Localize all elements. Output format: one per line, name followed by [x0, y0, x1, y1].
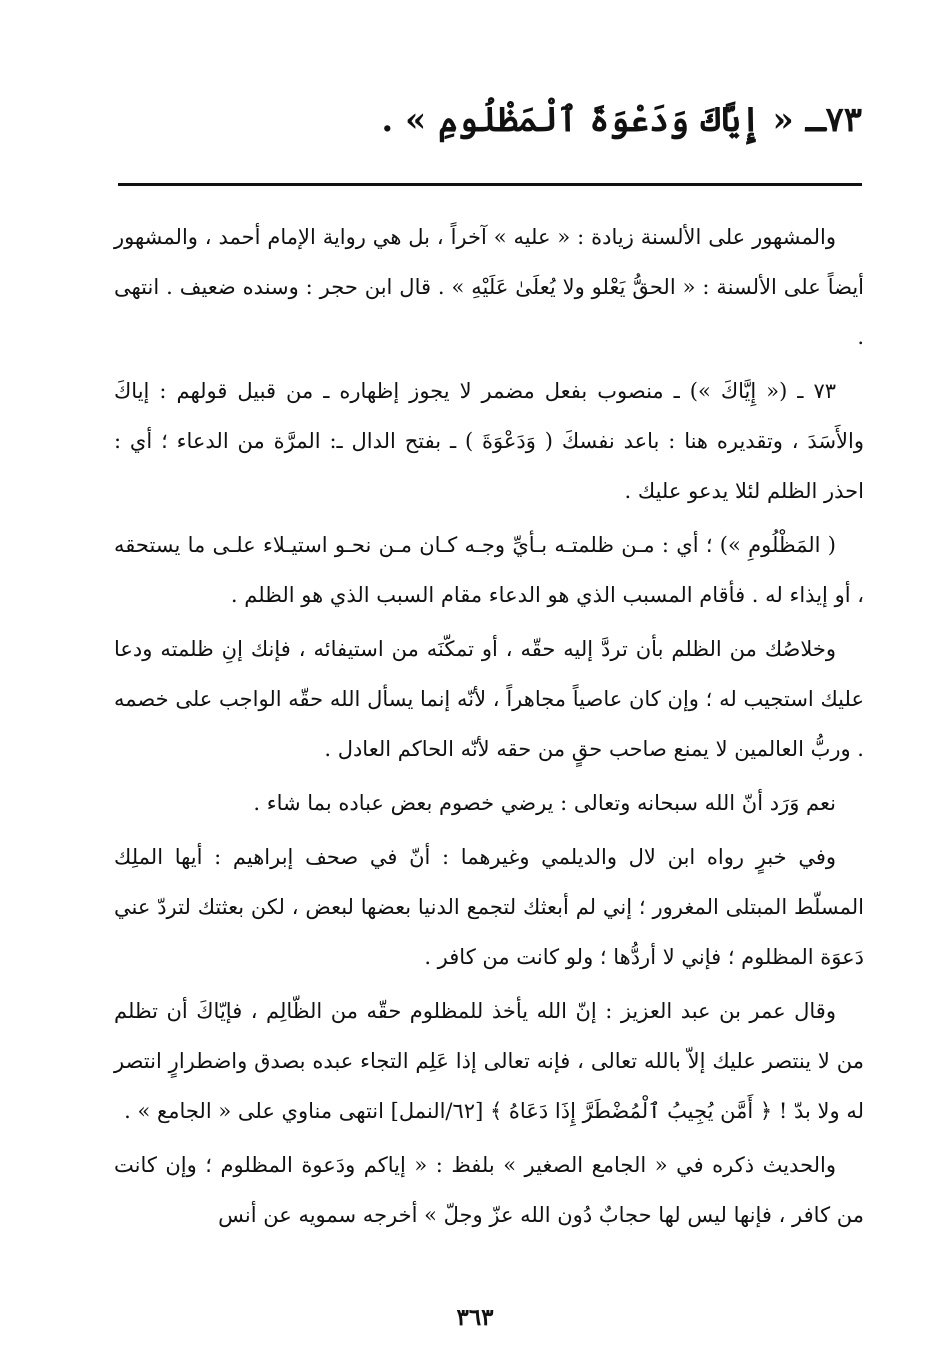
- heading-divider: [118, 183, 862, 186]
- paragraph-5: نعم وَرَد أنّ الله سبحانه وتعالى : يرضي خصوم بعض عباده بما شاء .: [253, 791, 836, 815]
- commentary-body: [114, 212, 864, 1244]
- hadith-heading: ٧٣ـ « إِيَّاكَ وَدَعْوَةَ ٱلْمَظْلُومِ » .: [381, 100, 862, 140]
- paragraph-4: وخلاصُك من الظلم بأن تردَّ إليه حقّه ، أو تمكّنَه من استيفائه ، فإنك إنِ ظلمته ودعا عليك استجيب له ؛ وإن كان عاصياً مجاهراً ، لأنّه إنما يسأل الله حقّه الواجب على خصمه . وربُّ العالمين لا يمنع صاحب حقٍ من حقه لأنّه الحاكم العادل .: [114, 637, 864, 761]
- paragraph-3: ( المَظْلُومِ ») ؛ أي : مـن ظلمتـه بـأيِّ وجـه كـان مـن نحـو استيـلاء علـى ما يستحقه ، أو إيذاء له . فأقام المسبب الذي هو الدعاء مقام السبب الذي هو الظلم .: [114, 533, 864, 607]
- paragraph-7: وقال عمر بن عبد العزيز : إنّ الله يأخذ للمظلوم حقّه من الظّالِم ، فإيّاكَ أن تظلم من لا ينتصر عليك إلاّ بالله تعالى ، فإنه تعالى إذا عَلِم التجاء عبده بصدق واضطرارٍ انتصر له ولا بدّ ! ﴿ أَمَّن يُجِيبُ ٱلْمُضْطَرَّ إِذَا دَعَاهُ ﴾ [٦٢/النمل] انتهى مناوي على « الجامع » .: [114, 999, 864, 1123]
- paragraph-1: والمشهور على الألسنة زيادة : « عليه » آخراً ، بل هي رواية الإمام أحمد ، والمشهور أيضاً على الألسنة : « الحقُّ يَعْلو ولا يُعلَىٰ عَلَيْهِ » . قال ابن حجر : وسنده ضعيف . انتهى .: [114, 225, 864, 349]
- page-number: ٣٦٣: [456, 1304, 494, 1331]
- paragraph-2: ٧٣ ـ (« إِيَّاكَ ») ـ منصوب بفعل مضمر لا يجوز إظهاره ـ من قبيل قولهم : إياكَ والأَسَدَ ، وتقديره هنا : باعد نفسكَ ( وَدَعْوَةَ ) ـ بفتح الدال ـ: المرَّة من الدعاء ؛ أي : احذر الظلم لئلا يدعو عليك .: [114, 379, 864, 503]
- paragraph-8: والحديث ذكره في « الجامع الصغير » بلفظ : « إياكم ودَعوة المظلوم ؛ وإن كانت من كافر ، فإنها ليس لها حجابٌ دُون الله عزّ وجلّ » أخرجه سمويه عن أنس: [114, 1153, 864, 1227]
- paragraph-6: وفي خبرٍ رواه ابن لال والديلمي وغيرهما : أنّ في صحف إبراهيم : أيها الملِك المسلّط المبتلى المغرور ؛ إني لم أبعثك لتجمع الدنيا بعضها لبعض ، لكن بعثتك لتردّ عني دَعوَة المظلوم ؛ فإني لا أردُّها ؛ ولو كانت من كافر .: [114, 845, 864, 969]
